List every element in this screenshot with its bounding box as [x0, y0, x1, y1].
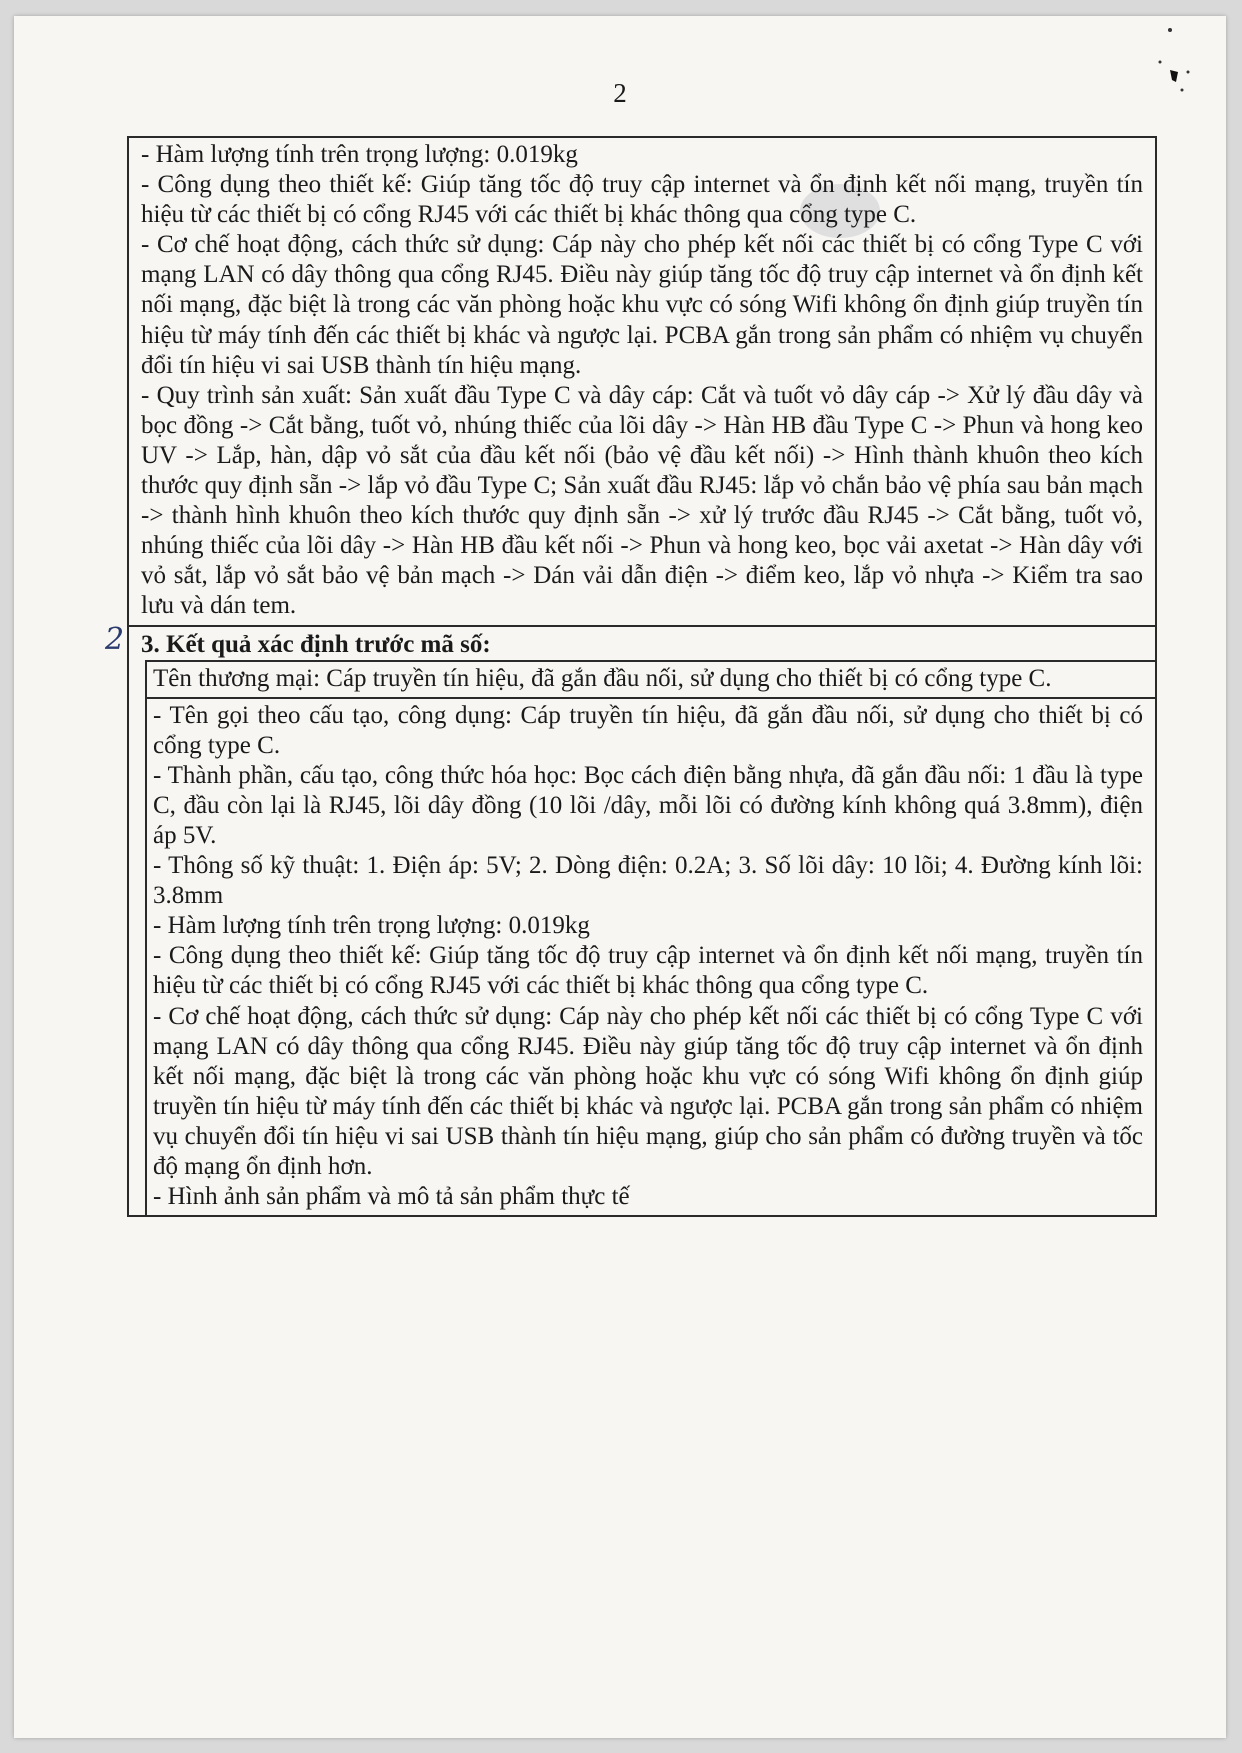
- handwritten-mark: 2: [105, 621, 125, 657]
- page-number: 2: [613, 78, 627, 108]
- paragraph-production-process: - Quy trình sản xuất: Sản xuất đầu Type C và dây cáp: Cắt và tuốt vỏ dây cáp -> Xử lý đầu dây và bọc đồng -> Cắt bằng, tuốt vỏ, nhúng thiếc của lõi dây -> Hàn HB đầu Type C -> Phun và hong keo UV -> Lắp, hàn, dập vỏ sắt của đầu kết nối (bảo vệ đầu kết nối) -> Hình thành khuôn theo kích thước quy định sẵn -> lắp vỏ đầu Type C; Sản xuất đầu RJ45: lắp vỏ chắn bảo vệ phía sau bản mạch -> thành hình khuôn theo kích thước quy định sẵn -> xử lý trước đầu RJ45 -> Cắt bằng, tuốt vỏ, nhúng thiếc của lõi dây -> Hàn HB đầu kết nối -> Phun và hong keo, bọc vải axetat -> Hàn dây với vỏ sắt, lắp vỏ sắt bảo vệ bản mạch -> Dán vải dẫn điện -> điểm keo, lắp vỏ nhựa -> Kiểm tra sao lưu và dán tem.: [141, 381, 1143, 620]
- document-page: [14, 16, 1226, 1738]
- trade-name-cell: [147, 662, 1155, 697]
- section-3-header: [105, 621, 1155, 660]
- section-3-inner-table: [145, 660, 1155, 1216]
- section-3-heading: 3. Kết quả xác định trước mã số:: [141, 630, 491, 658]
- trade-name: Tên thương mại: Cáp truyền tín hiệu, đã gắn đầu nối, sử dụng cho thiết bị có cổng type C.: [153, 664, 1052, 692]
- detail-name-by-structure: - Tên gọi theo cấu tạo, công dụng: Cáp truyền tín hiệu, đã gắn đầu nối, sử dụng cho thiết bị có cổng type C.: [153, 701, 1143, 759]
- detail-product-images: - Hình ảnh sản phẩm và mô tả sản phẩm thực tế: [153, 1183, 630, 1211]
- detail-composition: - Thành phần, cấu tạo, công thức hóa học: Bọc cách điện bằng nhựa, đã gắn đầu nối: 1 đầu là type C, đầu còn lại là RJ45, lõi dây đồng (10 lõi /dây, mỗi lõi có đường kính không quá 3.8mm), điện áp 5V.: [153, 761, 1143, 849]
- top-cell: [129, 138, 1155, 625]
- paragraph-weight: - Hàm lượng tính trên trọng lượng: 0.019kg: [141, 141, 578, 168]
- scan-specks: [1130, 22, 1200, 132]
- paragraph-mechanism: - Cơ chế hoạt động, cách thức sử dụng: Cáp này cho phép kết nối các thiết bị có cổng Type C với mạng LAN có dây thông qua cổng RJ45. Điều này giúp tăng tốc độ truy cập internet và ổn định kết nối mạng, đặc biệt là trong các văn phòng hoặc khu vực có sóng Wifi không ổn định giúp truyền tín hiệu từ máy tính đến các thiết bị khác và ngược lại. PCBA gắn trong sản phẩm có nhiệm vụ chuyển đổi tín hiệu vi sai USB thành tín hiệu mạng.: [141, 231, 1143, 379]
- detail-design-use: - Công dụng theo thiết kế: Giúp tăng tốc độ truy cập internet và ổn định kết nối mạng, truyền tín hiệu từ các thiết bị có cổng RJ45 với các thiết bị khác thông qua cổng type C.: [153, 942, 1143, 1000]
- detail-weight: - Hàm lượng tính trên trọng lượng: 0.019kg: [153, 912, 590, 940]
- detail-specifications: - Thông số kỹ thuật: 1. Điện áp: 5V; 2. Dòng điện: 0.2A; 3. Số lõi dây: 10 lõi; 4. Đường kính lõi: 3.8mm: [153, 852, 1143, 910]
- details-cell: [147, 697, 1155, 1216]
- detail-mechanism: - Cơ chế hoạt động, cách thức sử dụng: Cáp này cho phép kết nối các thiết bị có cổng Type C với mạng LAN có dây thông qua cổng RJ45. Điều này giúp tăng tốc độ truy cập internet và ổn định kết nối mạng, đặc biệt là trong các văn phòng hoặc khu vực có sóng Wifi không ổn định giúp truyền tín hiệu từ máy tính đến các thiết bị khác và ngược lại. PCBA gắn trong sản phẩm có nhiệm vụ chuyển đổi tín hiệu vi sai USB thành tín hiệu mạng, giúp cho sản phẩm có đường truyền và tốc độ mạng ổn định hơn.: [153, 1002, 1143, 1180]
- paragraph-design-use: - Công dụng theo thiết kế: Giúp tăng tốc độ truy cập internet và ổn định kết nối mạng, truyền tín hiệu từ các thiết bị có cổng RJ45 với các thiết bị khác thông qua cổng type C.: [141, 171, 1143, 229]
- content-table: [105, 136, 1157, 1217]
